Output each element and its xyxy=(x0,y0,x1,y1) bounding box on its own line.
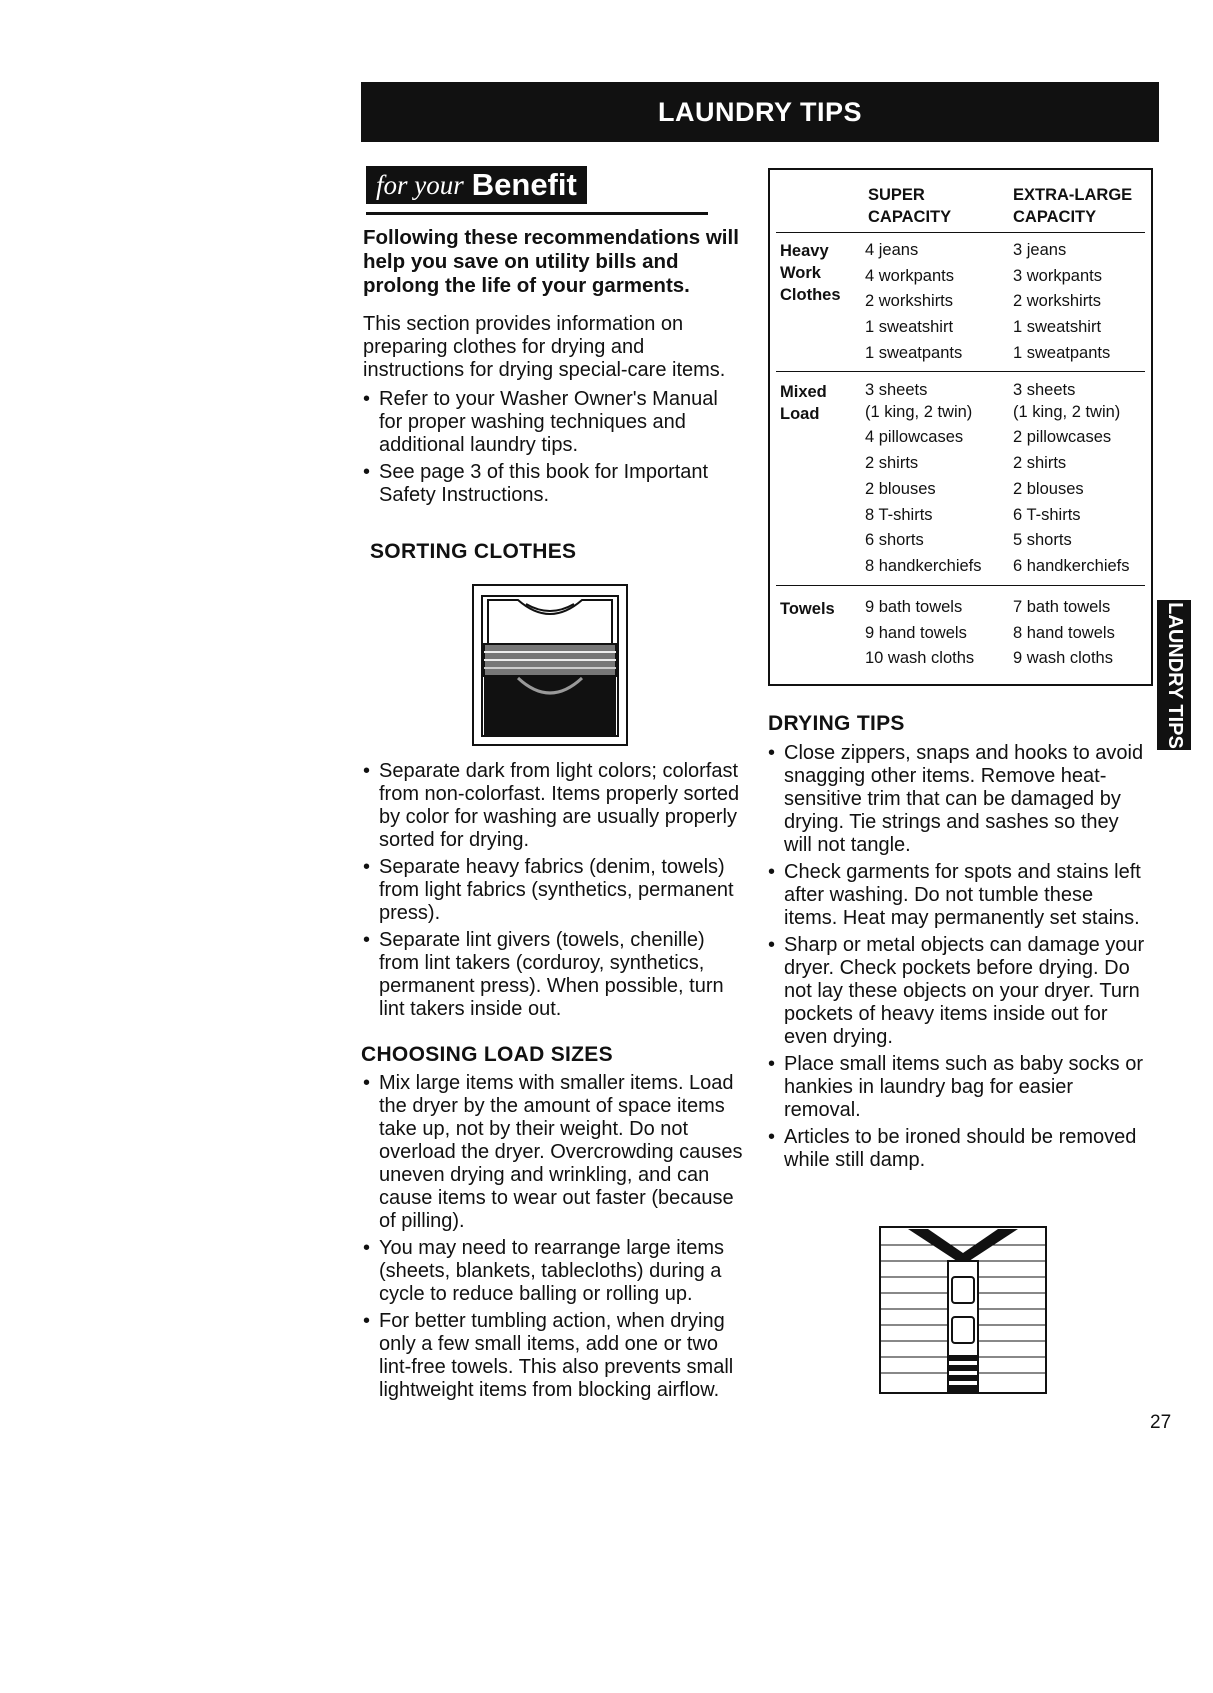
table-cell: (1 king, 2 twin) xyxy=(865,402,973,421)
intro-block xyxy=(363,313,743,511)
table-cell: 2 workshirts xyxy=(1013,292,1102,311)
drying-bullet: • Close zippers, snaps and hooks to avoid snagging other items. Remove heat-sensitive trim that can be damaged by drying. Tie strings and sashes so they will not tangle. xyxy=(768,742,1148,857)
intro-bullet: • See page 3 of this book for Important Safety Instructions. xyxy=(363,461,743,507)
table-divider xyxy=(776,585,1145,586)
table-cell: 6 shorts xyxy=(865,531,924,550)
table-cell: 2 blouses xyxy=(865,479,936,498)
row-label-heavy: Heavy Work Clothes xyxy=(780,242,841,304)
towels-xl-list xyxy=(1013,595,1115,672)
table-cell: 8 hand towels xyxy=(1013,623,1115,642)
folded-clothes-icon xyxy=(472,584,628,746)
table-cell: 1 sweatshirt xyxy=(865,318,954,337)
table-cell: (1 king, 2 twin) xyxy=(1013,402,1121,421)
sorting-bullet: • Separate lint givers (towels, chenille) from lint takers (corduroy, synthetics, permanent press). When possible, turn lint takers inside out. xyxy=(363,929,743,1021)
benefit-badge xyxy=(366,166,587,204)
heavy-super-list xyxy=(865,238,962,367)
mixed-super-list xyxy=(865,378,982,580)
table-cell: 1 sweatpants xyxy=(865,343,963,362)
sorting-list xyxy=(363,760,743,1025)
heavy-xl-list xyxy=(1013,238,1110,367)
side-tab xyxy=(1157,600,1191,750)
table-cell: 2 shirts xyxy=(1013,454,1067,473)
table-cell: 1 sweatpants xyxy=(1013,343,1111,362)
section-title: LAUNDRY TIPS xyxy=(657,96,863,127)
table-cell: 2 workshirts xyxy=(865,292,954,311)
section-header xyxy=(361,82,1159,142)
towels-super-list xyxy=(865,595,974,672)
benefit-prefix: for your xyxy=(376,169,464,200)
drying-heading: DRYING TIPS xyxy=(768,712,905,735)
table-divider xyxy=(776,232,1145,233)
table-cell: 3 workpants xyxy=(1013,266,1102,285)
sorting-heading: SORTING CLOTHES xyxy=(370,540,577,563)
side-tab-label: LAUNDRY TIPS xyxy=(1163,601,1186,749)
table-cell: 8 handkerchiefs xyxy=(865,556,982,575)
table-cell: 8 T-shirts xyxy=(865,505,933,524)
benefit-title: Benefit xyxy=(471,167,577,202)
table-cell: 2 pillowcases xyxy=(1013,428,1112,447)
drying-bullet: • Place small items such as baby socks or hankies in laundry bag for easier removal. xyxy=(768,1053,1148,1122)
row-label-towels: Towels xyxy=(780,600,835,618)
row-label-mixed: Mixed Load xyxy=(780,383,827,423)
load-bullet: • You may need to rearrange large items (sheets, blankets, tablecloths) during a cycle to reduce balling or rolling up. xyxy=(363,1237,748,1306)
drying-list xyxy=(768,742,1148,1176)
sorting-bullet: • Separate heavy fabrics (denim, towels) from light fabrics (synthetics, permanent press). xyxy=(363,856,743,925)
load-sizes-list xyxy=(363,1072,748,1406)
table-cell: 9 hand towels xyxy=(865,623,967,642)
table-cell: 6 T-shirts xyxy=(1013,505,1081,524)
table-cell: 2 blouses xyxy=(1013,479,1084,498)
table-cell: 3 jeans xyxy=(1013,241,1067,259)
load-bullet: • Mix large items with smaller items. Load the dryer by the amount of space items take up, not by their weight. Do not overload the dryer. Overcrowding causes uneven drying and wrinkling, and can cause items to wear out faster (because of pilling). xyxy=(363,1072,748,1233)
intro-paragraph: This section provides information on preparing clothes for drying and instructions for drying special-care items. xyxy=(363,313,726,381)
table-divider xyxy=(776,371,1145,372)
table-cell: 1 sweatshirt xyxy=(1013,318,1102,337)
table-cell: 9 wash cloths xyxy=(1013,649,1113,668)
drying-bullet: • Articles to be ironed should be removed while still damp. xyxy=(768,1126,1148,1172)
table-cell: 10 wash cloths xyxy=(865,649,975,668)
table-cell: 2 shirts xyxy=(865,454,919,473)
mixed-xl-list xyxy=(1013,378,1130,580)
column-header-super: SUPER CAPACITY xyxy=(868,186,952,226)
capacity-table xyxy=(768,168,1153,686)
drying-bullet: • Check garments for spots and stains left after washing. Do not tumble these items. Heat may permanently set stains. xyxy=(768,861,1148,930)
column-header-extra-large: EXTRA-LARGE CAPACITY xyxy=(1013,186,1133,226)
drying-bullet: • Sharp or metal objects can damage your dryer. Check pockets before drying. Do not lay these objects on your dryer. Turn pockets of heavy items inside out for even drying. xyxy=(768,934,1148,1049)
table-cell: 4 workpants xyxy=(865,266,954,285)
table-cell: 5 shorts xyxy=(1013,531,1072,550)
table-cell: 6 handkerchiefs xyxy=(1013,556,1130,575)
benefit-divider xyxy=(366,212,708,215)
intro-lead: Following these recommendations will help you save on utility bills and prolong the life of your garments. xyxy=(363,226,739,297)
table-cell: 3 sheets xyxy=(865,381,928,399)
table-cell: 3 sheets xyxy=(1013,381,1076,399)
zipper-icon xyxy=(878,1225,1048,1395)
table-cell: 7 bath towels xyxy=(1013,598,1111,616)
intro-bullet: • Refer to your Washer Owner's Manual for proper washing techniques and additional laundry tips. xyxy=(363,388,743,457)
table-cell: 4 pillowcases xyxy=(865,428,964,447)
table-cell: 9 bath towels xyxy=(865,598,963,616)
page-number: 27 xyxy=(1150,1412,1172,1433)
sorting-bullet: • Separate dark from light colors; colorfast from non-colorfast. Items properly sorted by color for washing are usually properly sorted for drying. xyxy=(363,760,743,852)
table-cell: 4 jeans xyxy=(865,241,919,259)
load-sizes-heading: CHOOSING LOAD SIZES xyxy=(361,1043,613,1066)
load-bullet: • For better tumbling action, when drying only a few small items, add one or two lint-free towels. This also prevents small lightweight items from blocking airflow. xyxy=(363,1310,748,1402)
